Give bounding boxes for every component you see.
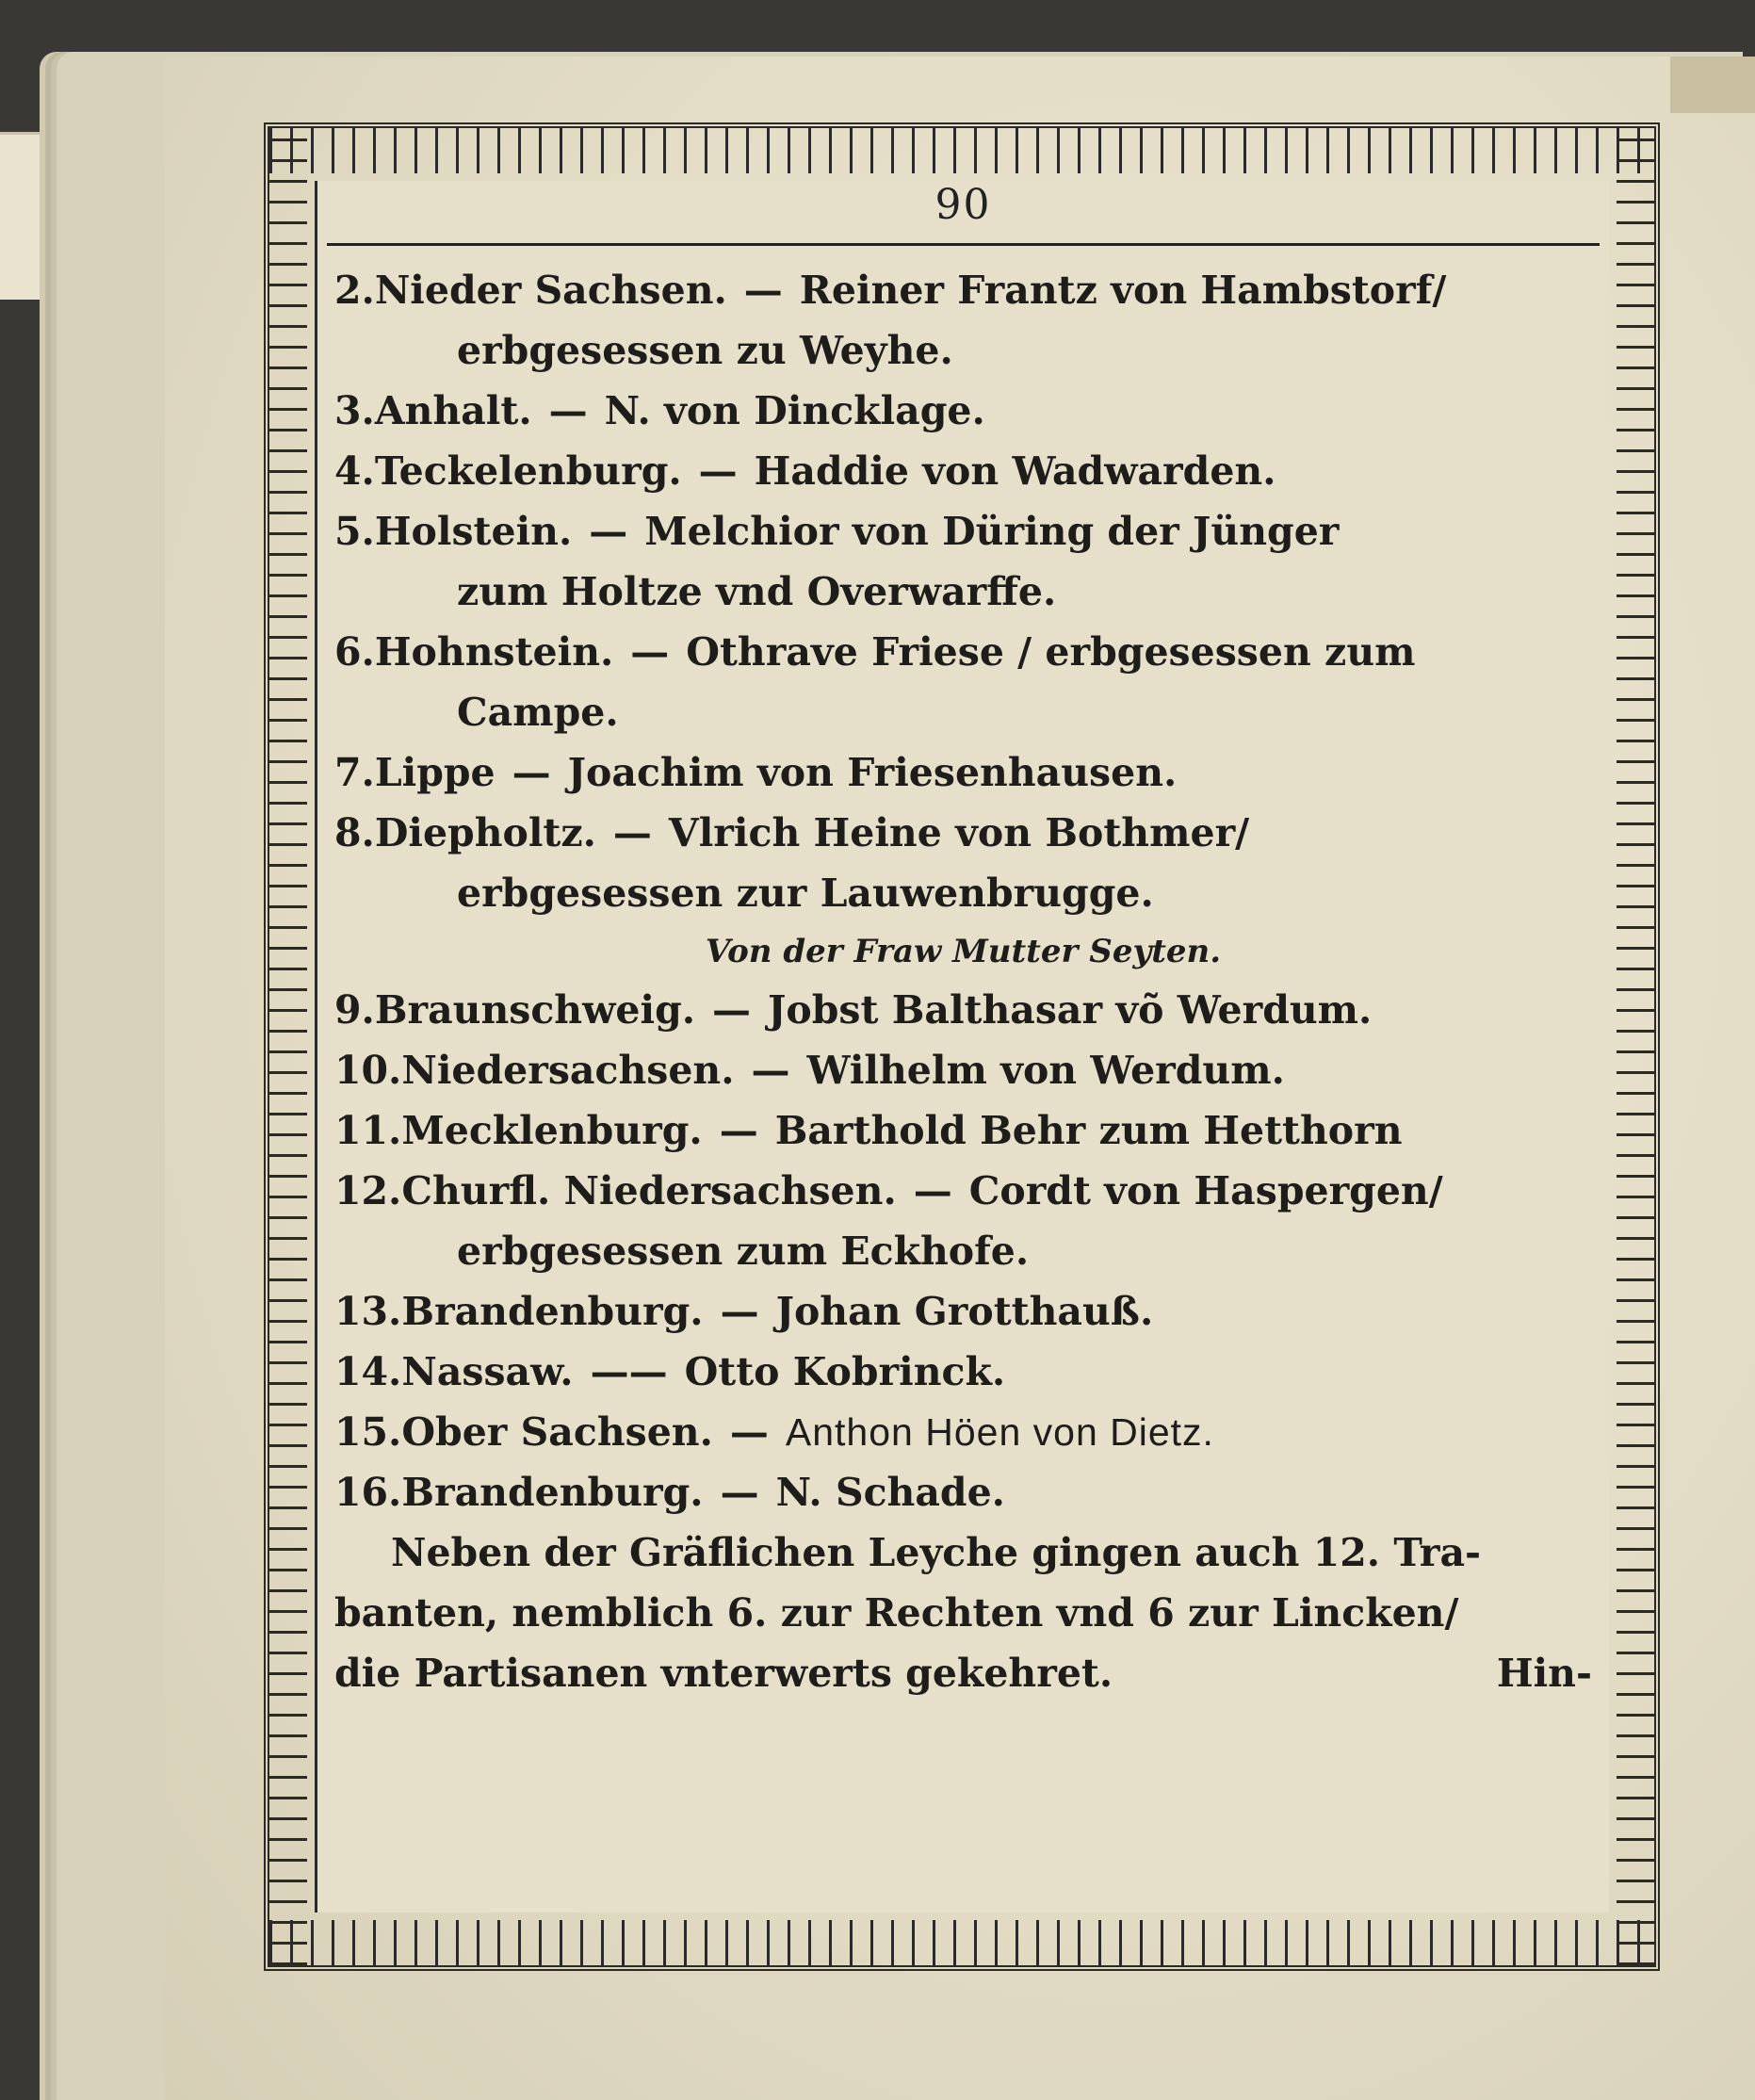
page-number: 90 [934, 181, 992, 229]
list-item: 11.Mecklenburg. — Barthold Behr zum Hetthorn [334, 1100, 1592, 1161]
list-item-continuation: zum Holtze vnd Overwarffe. [457, 569, 1057, 614]
list-item: 5.Holstein. — Melchior von Düring der Jünger [334, 501, 1592, 562]
dash: — [720, 1470, 759, 1515]
text-lines [334, 260, 1592, 1703]
paragraph-line: banten, nemblich 6. zur Rechten vnd 6 zur Lincken/ [334, 1590, 1459, 1636]
list-item-continuation: erbgesessen zur Lauwenbrugge. [457, 871, 1154, 916]
list-item: 2.Nieder Sachsen. — Reiner Frantz von Hambstorf/ [334, 260, 1592, 320]
list-item: 4.Teckelenburg. — Haddie von Wadwarden. [334, 441, 1592, 501]
dash: — [630, 629, 670, 675]
list-item: 7.Lippe — Joachim von Friesenhausen. [334, 742, 1592, 803]
dash: — [589, 509, 628, 554]
header-rule [327, 243, 1600, 246]
dash: — [913, 1168, 952, 1213]
ornamental-border [264, 122, 1660, 1971]
dash: — [698, 448, 738, 494]
list-item: 13.Brandenburg. — Johan Grotthauß. [334, 1281, 1592, 1342]
list-item: 16.Brandenburg. — N. Schade. [334, 1462, 1592, 1522]
list-item: 3.Anhalt. — N. von Dincklage. [334, 381, 1592, 441]
paragraph-line: Neben der Gräflichen Leyche gingen auch 12. Tra- [391, 1530, 1482, 1575]
dash: — [751, 1048, 790, 1093]
page-corner [1670, 57, 1755, 113]
dash: — [512, 750, 551, 795]
list-item-continuation: erbgesessen zum Eckhofe. [457, 1229, 1030, 1274]
list-item: 14.Nassaw. —— Otto Kobrinck. [334, 1342, 1592, 1402]
dash: — [719, 1108, 758, 1153]
list-item: 9.Braunschweig. — Jobst Balthasar võ Werdum. [334, 980, 1592, 1040]
section-heading: Von der Fraw Mutter Seyten. [705, 933, 1222, 970]
text-block [315, 181, 1609, 1913]
list-item: 10.Niedersachsen. — Wilhelm von Werdum. [334, 1040, 1592, 1100]
list-item: 12.Churfl. Niedersachsen. — Cordt von Haspergen/ [334, 1161, 1592, 1221]
list-item: 8.Diepholtz. — Vlrich Heine von Bothmer/ [334, 803, 1592, 863]
dash: —— [590, 1349, 668, 1394]
paragraph-line: die Partisanen vnterwerts gekehret. Hin- [334, 1643, 1592, 1703]
dash: — [743, 268, 783, 313]
dash: — [720, 1289, 759, 1334]
list-item: 15.Ober Sachsen. — Anthon Höen von Dietz. [334, 1402, 1592, 1462]
list-item-continuation: Campe. [457, 690, 619, 735]
dash: — [729, 1409, 769, 1455]
dash: — [548, 388, 588, 433]
dash: — [612, 810, 652, 855]
dash: — [712, 987, 752, 1033]
list-item-continuation: erbgesessen zu Weyhe. [457, 328, 953, 373]
list-item: 6.Hohnstein. — Othrave Friese / erbgesessen zum [334, 622, 1592, 682]
catchword: Hin- [1496, 1651, 1592, 1696]
